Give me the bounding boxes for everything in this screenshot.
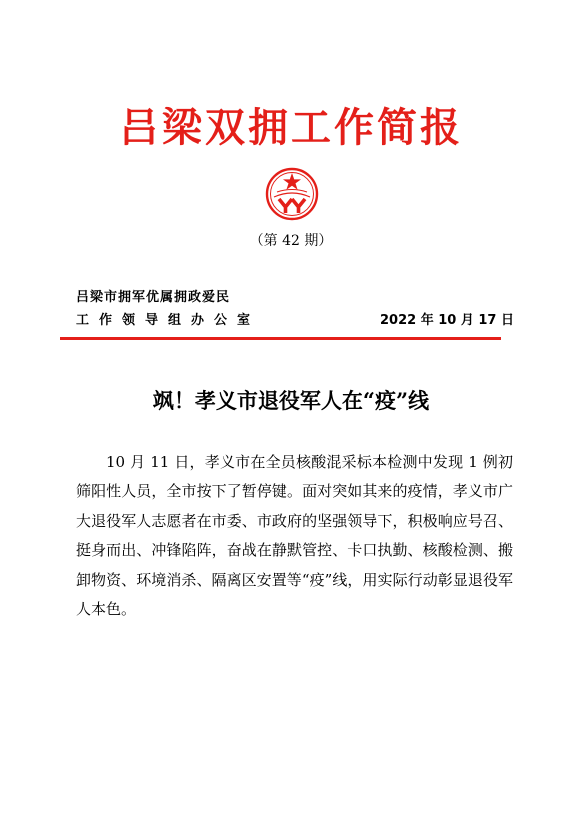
article-headline: 飒！孝义市退役军人在“疫”线 <box>152 388 430 413</box>
star-yy-emblem-icon <box>265 167 319 221</box>
issue-date: 2022 年 10 月 17 日 <box>380 313 514 328</box>
bulletin-masthead-title: 吕梁双拥工作简报 <box>119 104 463 151</box>
header-divider <box>60 337 501 340</box>
issuer-org-line2: 工作领导组办公室 <box>76 313 261 328</box>
issue-number: （第 42 期） <box>249 233 333 249</box>
article-paragraph: 10 月 11 日，孝义市在全员核酸混采标本检测中发现 1 例初筛阳性人员，全市按下了暂停键。面对突如其来的疫情，孝义市广大退役军人志愿者在市委、市政府的坚强领导下，积极响应号召、挺身而出、冲锋陷阵，奋战在静默管控、卡口执勤、核酸检测、搬卸物资、环境消杀、隔离区安置等“疫”线，用实际行动彰显退役军人本色。 <box>76 453 513 619</box>
issuer-org-line1: 吕梁市拥军优属拥政爱民 <box>76 290 231 305</box>
